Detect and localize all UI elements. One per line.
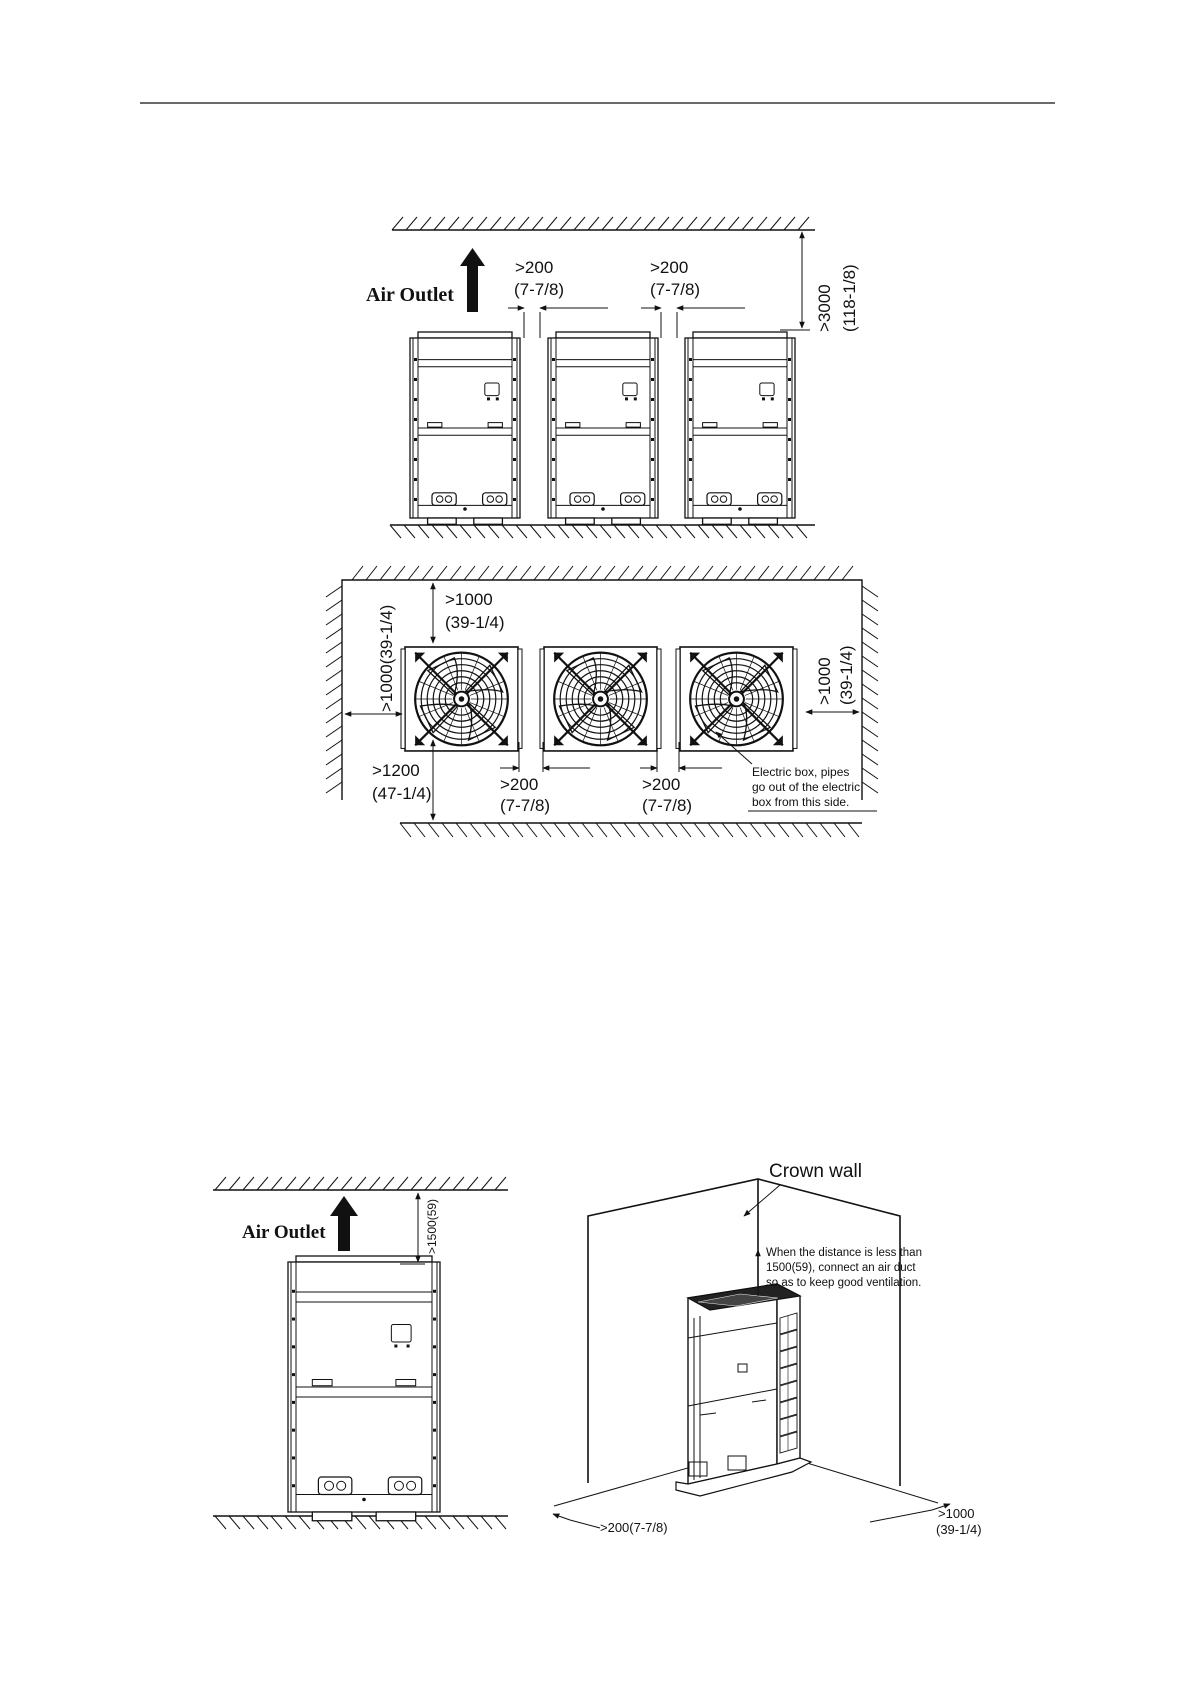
isometric-unit (676, 1284, 811, 1496)
air-outlet-label-2: Air Outlet (242, 1222, 326, 1243)
fan-unit-plan-2 (540, 647, 661, 751)
ventilation-note-line-2: 1500(59), connect an air duct (766, 1262, 916, 1274)
plan-gap-dimension-1 (500, 742, 590, 815)
top-clearance-mm: >3000 (815, 284, 834, 332)
unit-front-2 (548, 332, 658, 524)
top-mm: >1000 (445, 590, 493, 609)
gap-1-mm: >200 (515, 258, 554, 277)
figure-isometric-corner (553, 1161, 982, 1537)
crown-wall-label: Crown wall (769, 1161, 862, 1182)
fan-unit-plan-3 (676, 647, 797, 751)
gap-2-mm: >200 (650, 258, 689, 277)
air-outlet-arrow-icon (460, 248, 485, 312)
plan-gap-2-mm: >200 (642, 775, 681, 794)
left-clearance: >1000(39-1/4) (377, 604, 396, 712)
figure-front-view-three-units (366, 217, 859, 538)
ceiling-wall (392, 217, 815, 230)
electric-box-note-line-1: Electric box, pipes (752, 765, 850, 779)
right-clearance-mm: >1000 (815, 657, 834, 705)
electric-box-note-line-2: go out of the electric (752, 780, 861, 794)
top-clearance-dimension (780, 232, 859, 332)
top-clearance-single: >1500(59) (425, 1198, 439, 1254)
right-clearance-in: (39-1/4) (837, 645, 856, 705)
top-clearance-dimension-2 (400, 1193, 439, 1264)
air-outlet-label: Air Outlet (366, 284, 454, 306)
bottom-dimension (372, 740, 433, 820)
plan-gap-dimension-2 (640, 742, 722, 815)
top-dimension (433, 583, 505, 643)
gap-dimension-1 (508, 258, 608, 338)
bottom-in: (47-1/4) (372, 784, 432, 803)
unit-front-3 (685, 332, 795, 524)
gap-dimension-2 (641, 258, 745, 338)
left-clearance-iso: >200(7-7/8) (600, 1520, 668, 1535)
figure-plan-view (326, 566, 878, 837)
ground-wall (390, 525, 815, 538)
unit-front-1 (410, 332, 520, 524)
air-outlet-arrow-icon (330, 1196, 358, 1251)
unit-front-single (288, 1256, 440, 1521)
plan-gap-1-in: (7-7/8) (500, 796, 551, 815)
left-dimension (345, 605, 402, 714)
right-dimension (806, 645, 859, 712)
right-clearance-iso-in: (39-1/4) (936, 1522, 982, 1537)
ventilation-note-line-3: so as to keep good ventilation. (766, 1277, 922, 1289)
figure-single-unit-front (213, 1177, 508, 1529)
right-clearance-iso-mm: >1000 (938, 1506, 975, 1521)
plan-gap-2-in: (7-7/8) (642, 796, 693, 815)
fan-unit-plan-1 (401, 647, 522, 751)
ventilation-note-line-1: When the distance is less than (766, 1247, 922, 1259)
top-in: (39-1/4) (445, 613, 505, 632)
plan-gap-1-mm: >200 (500, 775, 539, 794)
gap-1-in: (7-7/8) (514, 280, 565, 299)
bottom-mm: >1200 (372, 761, 420, 780)
electric-box-note-line-3: box from this side. (752, 795, 850, 809)
gap-2-in: (7-7/8) (650, 280, 701, 299)
top-clearance-in: (118-1/8) (840, 264, 859, 332)
